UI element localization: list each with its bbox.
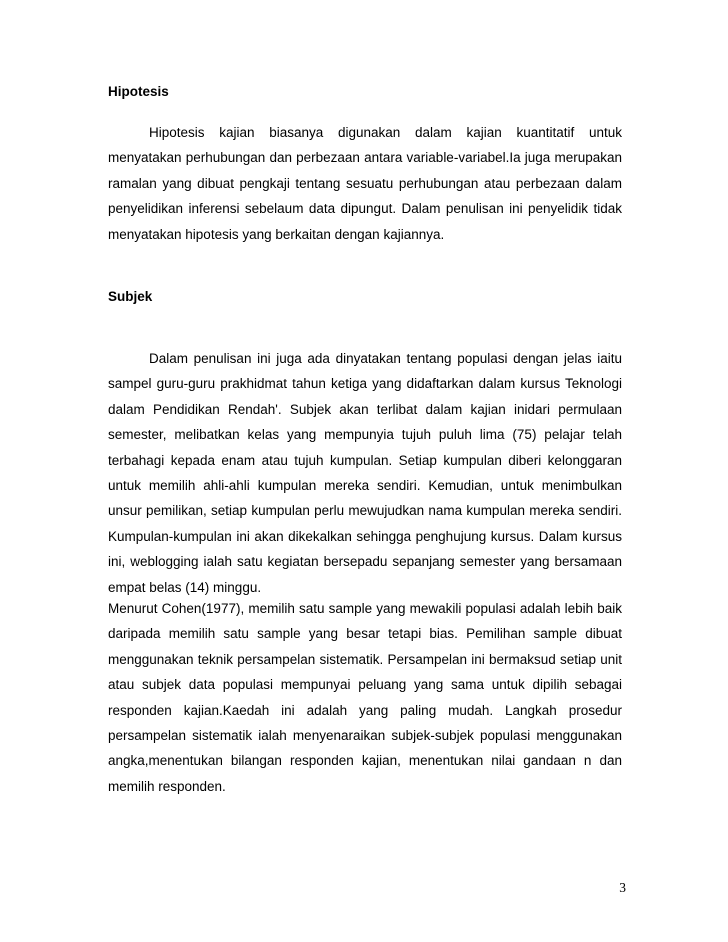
hipotesis-paragraph: Hipotesis kajian biasanya digunakan dalam kajian kuantitatif untuk menyatakan perhubungan dan perbezaan antara variable-variabel.Ia juga merupakan ramalan yang dibuat pengkaji tentang sesuatu perhubungan atau perbezaan dalam penyelidikan inferensi sebelaum data dipungut. Dalam penulisan ini penyelidik tidak menyatakan hipotesis yang berkaitan dengan kajiannya. [108,125,622,242]
page-number: 3 [619,880,626,895]
hipotesis-heading: Hipotesis [108,84,169,99]
subjek-paragraph-1: Dalam penulisan ini juga ada dinyatakan tentang populasi dengan jelas iaitu sampel guru-guru prakhidmat tahun ketiga yang didaftarkan dalam kursus Teknologi dalam Pendidikan Rendah'. Subjek akan terlibat dalam kajian inidari permulaan semester, melibatkan kelas yang mempunyia tujuh puluh lima (75) pelajar telah terbahagi kepada enam atau tujuh kumpulan. Setiap kumpulan diberi kelonggaran untuk memilih ahli-ahli kumpulan mereka sendiri. Kemudian, untuk menimbulkan unsur pemilikan, setiap kumpulan perlu mewujudkan nama kumpulan mereka sendiri. Kumpulan-kumpulan ini akan dikekalkan sehingga penghujung kursus. Dalam kursus ini, weblogging ialah satu kegiatan bersepadu sepanjang semester yang bersamaan empat belas (14) minggu. [108,351,622,595]
subjek-paragraph-2: Menurut Cohen(1977), memilih satu sample yang mewakili populasi adalah lebih baik daripada memilih satu sample yang besar tetapi bias. Pemilihan sample dibuat menggunakan teknik persampelan sistematik. Persampelan ini bermaksud setiap unit atau subjek data populasi mempunyai peluang yang sama untuk dipilih sebagai responden kajian.Kaedah ini adalah yang paling mudah. Langkah prosedur persampelan sistematik ialah menyenaraikan subjek-subjek populasi menggunakan angka,menentukan bilangan responden kajian, menentukan nilai gandaan n dan memilih responden. [108,601,622,794]
subjek-heading: Subjek [108,289,153,304]
